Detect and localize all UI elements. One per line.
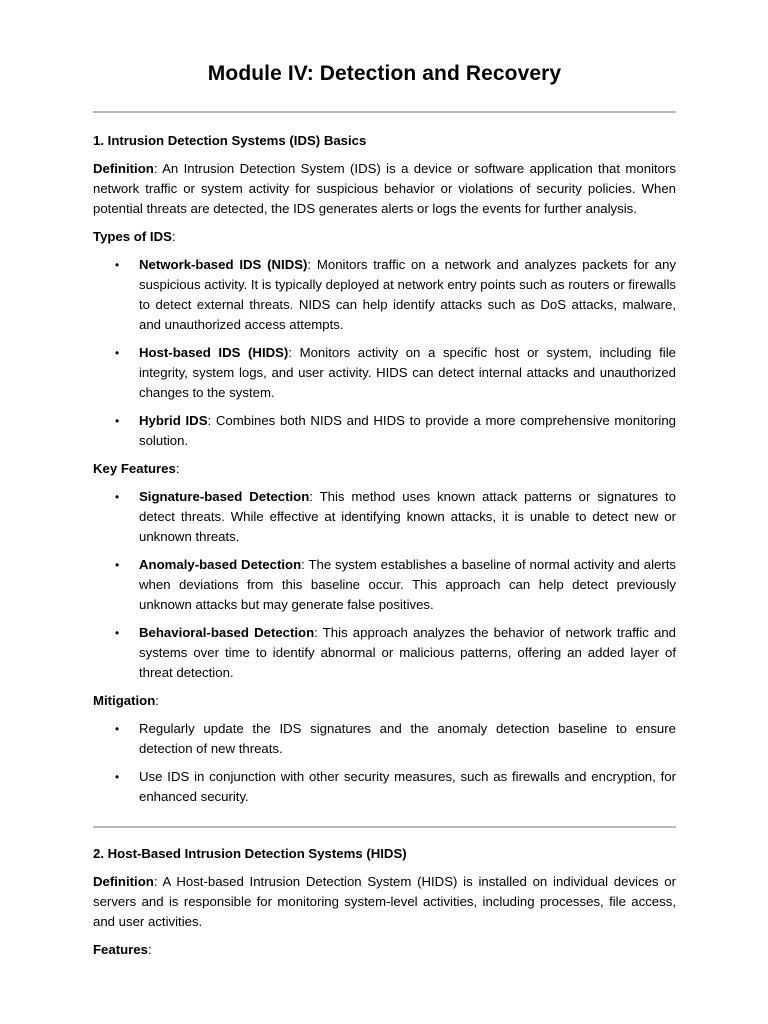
document-content — [93, 58, 676, 968]
bullet-icon: • — [115, 626, 120, 640]
list-item-text: Regularly update the IDS signatures and the anomaly detection baseline to ensure detection of new threats. — [139, 721, 676, 756]
list-item-text: : Monitors activity on a specific host or system, including file integrity, system logs, and user activity. HIDS can detect internal attacks and unauthorized changes to the system. — [139, 345, 676, 400]
bullet-icon: • — [115, 346, 120, 360]
bullet-icon: • — [115, 258, 120, 272]
features-list — [93, 487, 676, 683]
page-title: Module IV: Detection and Recovery — [207, 62, 562, 85]
definition-text: : An Intrusion Detection System (IDS) is a device or software application that monitors network traffic or system activity for suspicious behavior or violations of security policies. When potential threats are detected, the IDS generates alerts or logs the events for further analysis. — [93, 161, 676, 216]
list-item-term: Hybrid IDS — [139, 413, 208, 428]
list-item-term: Anomaly-based Detection — [139, 557, 302, 572]
list-item-text: : This approach analyzes the behavior of network traffic and systems over time to identify abnormal or malicious patterns, offering an added layer of threat detection. — [139, 625, 676, 680]
list-item-text: : Combines both NIDS and HIDS to provide a more comprehensive monitoring solution. — [139, 413, 676, 448]
mitigation-label: Mitigation: — [93, 693, 159, 708]
list-item — [93, 555, 676, 615]
list-item-term: Behavioral-based Detection — [139, 625, 315, 640]
bullet-icon: • — [115, 770, 120, 784]
list-item — [93, 487, 676, 547]
list-item — [93, 255, 676, 335]
mitigation-list — [93, 719, 676, 807]
definition-paragraph — [93, 872, 676, 932]
list-item-text: : The system establishes a baseline of normal activity and alerts when deviations from this baseline occur. This approach can help detect previously unknown attacks but may generate false positives. — [139, 557, 676, 612]
features-label: Features: — [93, 942, 152, 957]
bullet-icon: • — [115, 722, 120, 736]
types-label: Types of IDS: — [93, 229, 176, 244]
list-item — [93, 343, 676, 403]
types-list — [93, 255, 676, 451]
section-heading: 2. Host-Based Intrusion Detection Systems (HIDS) — [93, 846, 407, 861]
definition-label: Definition — [93, 874, 154, 889]
features-label: Key Features: — [93, 461, 180, 476]
list-item — [93, 719, 676, 759]
list-item — [93, 767, 676, 807]
section-heading: 1. Intrusion Detection Systems (IDS) Basics — [93, 133, 367, 148]
bullet-icon: • — [115, 558, 120, 572]
list-item-text: : Monitors traffic on a network and analyzes packets for any suspicious activity. It is typically deployed at network entry points such as routers or firewalls to detect external threats. NIDS can help identify attacks such as DoS attacks, malware, and unauthorized access attempts. — [139, 257, 677, 332]
list-item — [93, 623, 676, 683]
list-item — [93, 411, 676, 451]
list-item-text: Use IDS in conjunction with other security measures, such as firewalls and encryption, for enhanced security. — [139, 769, 676, 804]
bullet-icon: • — [115, 490, 120, 504]
definition-label: Definition — [93, 161, 154, 176]
definition-paragraph — [93, 159, 676, 219]
list-item-term: Network-based IDS (NIDS) — [139, 257, 308, 272]
definition-text: : A Host-based Intrusion Detection System (HIDS) is installed on individual devices or servers and is responsible for monitoring system-level activities, including processes, file access, and user activities. — [93, 874, 676, 929]
list-item-text: : This method uses known attack patterns or signatures to detect threats. While effective at identifying known attacks, it is unable to detect new or unknown threats. — [139, 489, 676, 544]
list-item-term: Signature-based Detection — [139, 489, 310, 504]
bullet-icon: • — [115, 414, 120, 428]
divider — [93, 111, 676, 113]
divider — [93, 826, 676, 828]
list-item-term: Host-based IDS (HIDS) — [139, 345, 289, 360]
